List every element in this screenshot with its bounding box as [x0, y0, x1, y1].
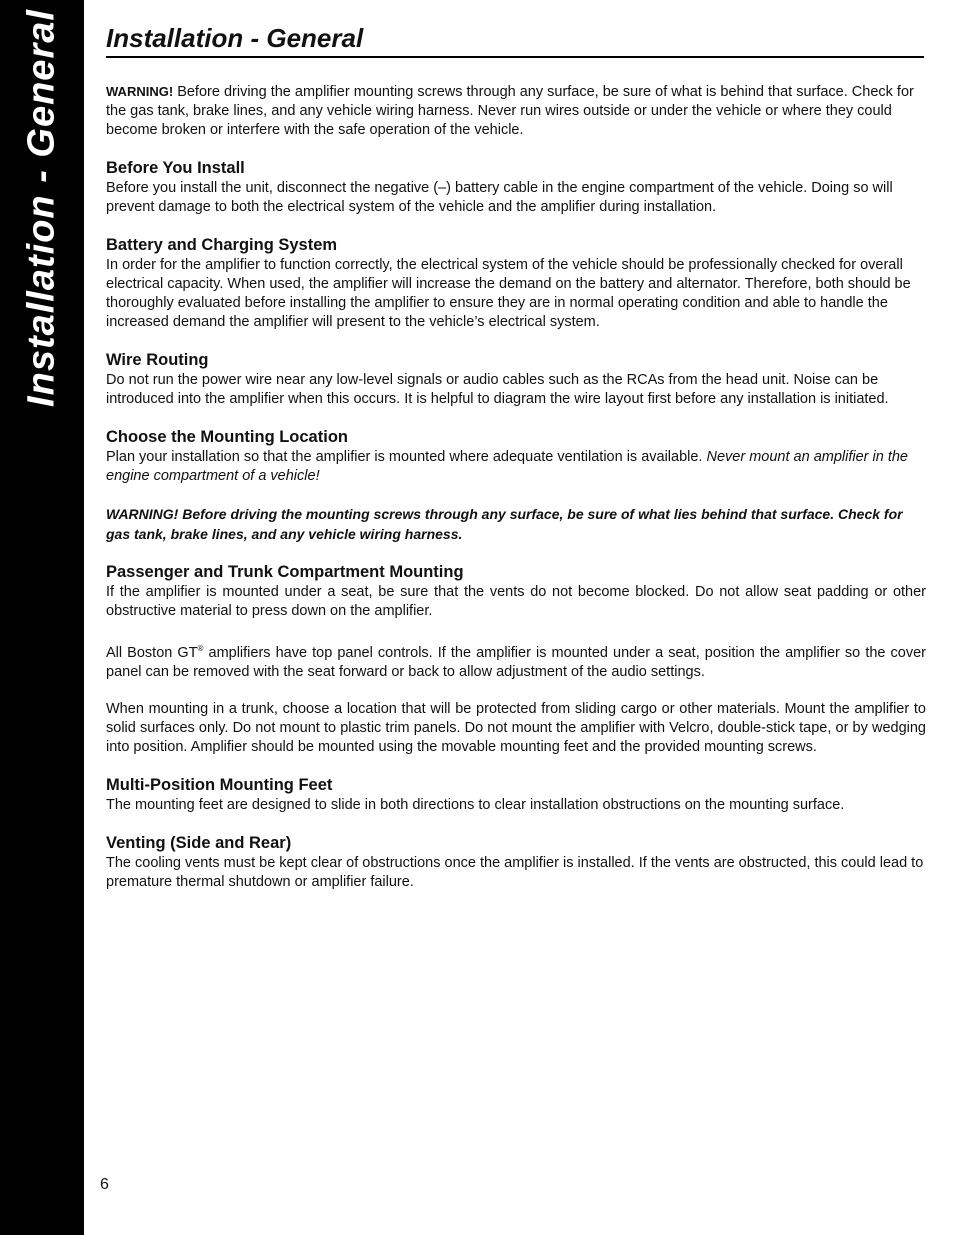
- section-text: [106, 639, 926, 682]
- section-heading: Multi-Position Mounting Feet: [106, 775, 333, 794]
- section-text: [106, 448, 926, 486]
- main-content: [106, 82, 926, 910]
- section-venting: [106, 833, 926, 892]
- section-mounting-feet: [106, 775, 926, 815]
- text-part: All Boston GT: [106, 644, 198, 661]
- section-text: If the amplifier is mounted under a seat, be sure that the vents do not become blocked. Do not allow seat padding or other obstructive material to press down on the amplifier.: [106, 584, 926, 619]
- section-wire-routing: [106, 350, 926, 409]
- mounting-warning: WARNING! Before driving the mounting screws through any surface, be sure of what lies behind that surface. Check for gas tank, brake lines, and any vehicle wiring harness.: [106, 506, 903, 542]
- warning-label: WARNING!: [106, 84, 174, 99]
- section-passenger-trunk: [106, 562, 926, 757]
- section-text: The mounting feet are designed to slide in both directions to clear installation obstructions on the mounting surface.: [106, 796, 845, 813]
- registered-mark: ®: [197, 644, 204, 653]
- section-heading: Before You Install: [106, 159, 245, 177]
- section-text-regular: Plan your installation so that the amplifier is mounted where adequate ventilation is available.: [106, 449, 707, 465]
- page-number: 6: [100, 1176, 109, 1193]
- sidebar-title: Installation - General: [20, 9, 63, 407]
- section-text: The cooling vents must be kept clear of obstructions once the amplifier is installed. If the vents are obstructed, this could lead to premature thermal shutdown or amplifier failure.: [106, 854, 924, 890]
- section-battery: [106, 235, 926, 332]
- section-mounting-location: [106, 427, 926, 544]
- intro-warning: [106, 82, 926, 140]
- section-heading: Wire Routing: [106, 351, 209, 369]
- section-text: In order for the amplifier to function correctly, the electrical system of the vehicle should be professionally checked for overall electrical capacity. When used, the amplifier will increase the demand on the battery and alternator. Therefore, both should be thoroughly evaluated before installing the amplifier to ensure they are in normal operating condition and able to handle the increased demand the amplifier will present to the vehicle’s electrical system.: [106, 257, 911, 330]
- section-heading: Venting (Side and Rear): [106, 833, 292, 852]
- sidebar: [0, 0, 84, 1235]
- text-part: amplifiers have top panel controls. If the amplifier is mounted under a seat, position the amplifier so the cover panel can be removed with the seat forward or back to allow adjustment of the audio settings.: [106, 644, 926, 680]
- section-text: When mounting in a trunk, choose a location that will be protected from sliding cargo or other materials. Mount the amplifier to solid surfaces only. Do not mount to plastic trim panels. Do not mount the amplifier with Velcro, double-stick tape, or by wedging into position. Amplifier should be mounted using the movable mounting feet and the provided mounting screws.: [106, 700, 926, 755]
- section-heading: Choose the Mounting Location: [106, 428, 348, 446]
- page-title: Installation - General: [106, 22, 924, 58]
- section-heading: Passenger and Trunk Compartment Mounting: [106, 563, 464, 581]
- section-text-italic: Never mount an amplifier in the engine compartment of a vehicle!: [106, 449, 908, 484]
- section-heading: Battery and Charging System: [106, 236, 338, 254]
- warning-text: Before driving the amplifier mounting screws through any surface, be sure of what is behind that surface. Check for the gas tank, brake lines, and any vehicle wiring harness. Never run wires outside or under the vehicle or where they could become broken or interfere with the safe operation of the vehicle.: [106, 84, 914, 138]
- section-before-install: [106, 158, 926, 217]
- section-text: Before you install the unit, disconnect the negative (–) battery cable in the engine compartment of the vehicle. Doing so will prevent damage to both the electrical system of the vehicle and the amplifier during installation.: [106, 180, 893, 215]
- section-text: Do not run the power wire near any low-level signals or audio cables such as the RCAs from the head unit. Noise can be introduced into the amplifier when this occurs. It is helpful to diagram the wire layout first before any installation is initiated.: [106, 372, 889, 407]
